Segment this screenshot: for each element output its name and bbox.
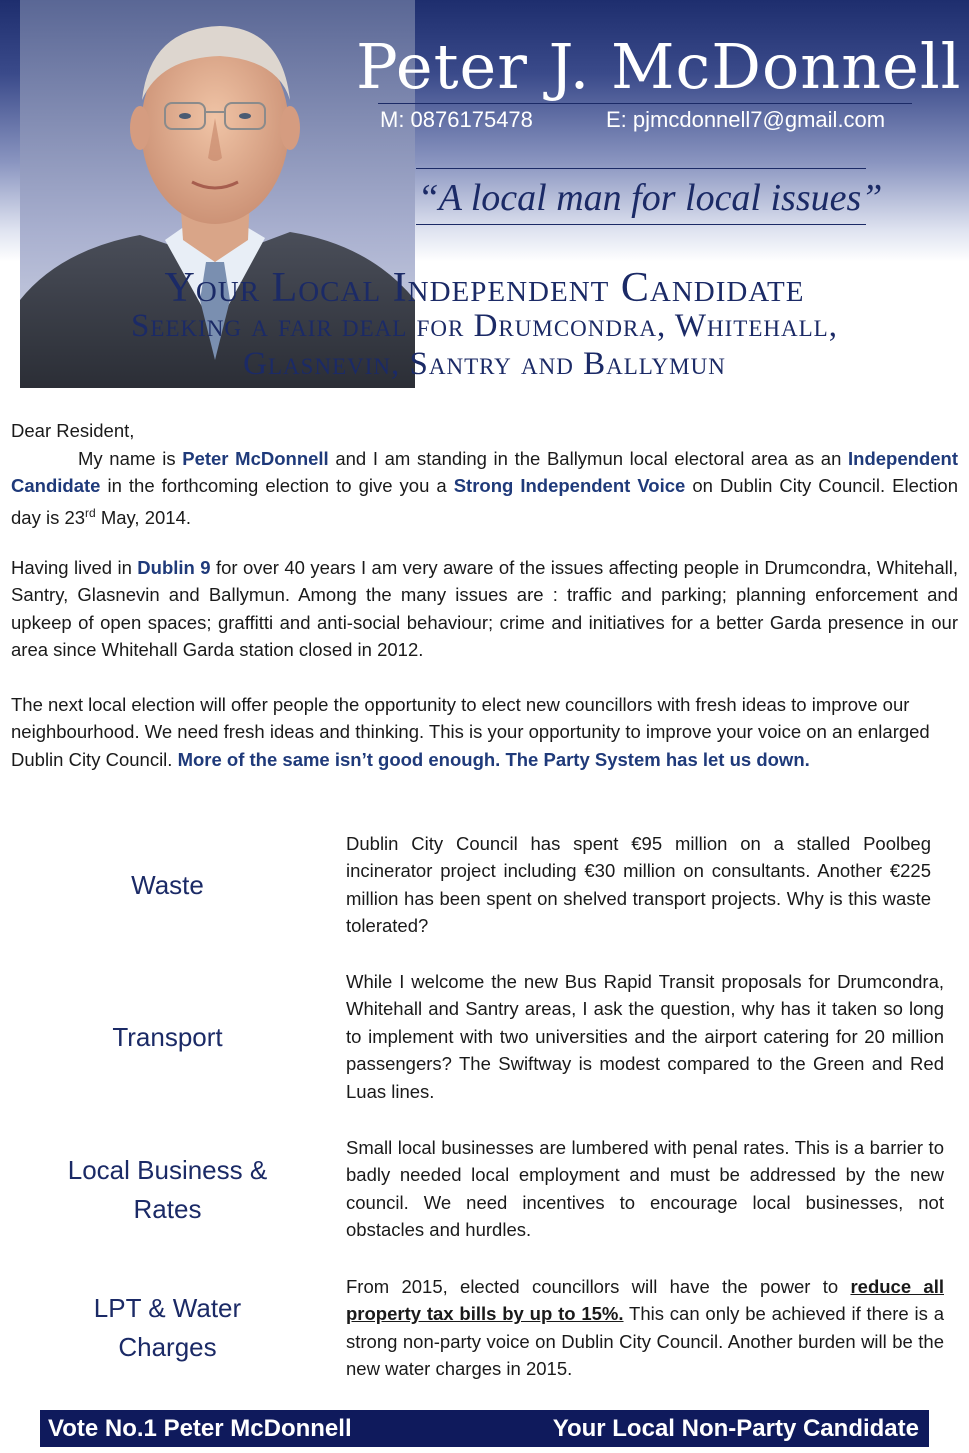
p2-text-2: for over 40 years I am very aware of the issues affecting people in Drumcondra, Whitehall, Santry, Glasnevin and Ballymun. Among the many issues are : traffic and parking; planning enforcement and upkeep of open spaces; graffitti and anti-social behaviour; crime and initiatives for a better Garda presence in our area since Whitehall Garda station closed in 2012.: [11, 557, 958, 661]
p1-text-5: May, 2014.: [95, 506, 192, 528]
slogan-rule-bottom: [416, 224, 866, 225]
hero-title: Your Local Independent Candidate: [164, 265, 805, 311]
hero-subtitle-line1: Seeking a fair deal for Drumcondra, Whitehall,: [131, 308, 838, 344]
name-underline: [378, 103, 912, 104]
p1-bold-name: Peter McDonnell: [182, 448, 329, 469]
letter-paragraph-2: [11, 554, 958, 664]
p3-text-1: The next local election will offer people the opportunity to elect new councillors with fresh ideas to improve our neighbourhood. We need fresh ideas and thinking. This is your opportunity to improve your voice on an enlarged Dublin City Council.: [11, 694, 930, 770]
letter-paragraph-3: [11, 691, 958, 773]
issue-label-lpt-line1: LPT & Water: [93, 1293, 242, 1323]
lpt-text-2: This can only be achieved if there is a strong non-party voice on Dublin City Council. Another burden will be the new water charges in 2015.: [346, 1303, 944, 1380]
issue-label-transport: Transport: [112, 1022, 223, 1052]
issue-text-waste: Dublin City Council has spent €95 million on a stalled Poolbeg incinerator project including €30 million on consultants. Another €225 million has been spent on shelved transport projects. Why is this waste tolerated?: [346, 833, 931, 937]
footer-banner: [40, 1410, 929, 1447]
issue-label-business-line2: Rates: [133, 1194, 202, 1224]
footer-tagline: Your Local Non-Party Candidate: [552, 1415, 919, 1442]
candidate-name: Peter J. McDonnell: [356, 30, 962, 103]
issue-text-lpt: [346, 1273, 944, 1383]
slogan: “A local man for local issues”: [417, 177, 883, 219]
p3-bold-party: More of the same isn’t good enough. The Party System has let us down.: [177, 748, 810, 770]
letter-paragraph-1: [11, 445, 958, 531]
p2-text-1: Having lived in: [11, 557, 138, 578]
issue-label-waste: Waste: [131, 870, 204, 900]
issue-text-transport: While I welcome the new Bus Rapid Transit proposals for Drumcondra, Whitehall and Santry areas, I ask the question, why has it taken so long to implement with two universities and the airport catering for 20 million passengers? The Swiftway is modest compared to the Green and Red Luas lines.: [346, 971, 944, 1102]
email-address: E: pjmcdonnell7@gmail.com: [606, 107, 886, 132]
hero-subtitle-line2: Glasnevin, Santry and Ballymun: [243, 346, 726, 382]
lpt-underlined: reduce all property tax bills by up to 15%.: [346, 1276, 944, 1325]
footer-vote: Vote No.1 Peter McDonnell: [48, 1415, 352, 1442]
p1-bold-voice: Strong Independent Voice: [453, 475, 686, 497]
p1-superscript: rd: [85, 505, 96, 520]
p1-text-1: My name is: [78, 448, 183, 469]
issue-label-lpt-line2: Charges: [118, 1332, 217, 1362]
p1-text-3: in the forthcoming election to give you a: [100, 475, 454, 497]
slogan-rule-top: [416, 168, 866, 169]
phone-number: M: 0876175478: [380, 107, 533, 132]
p2-bold-dublin9: Dublin 9: [137, 557, 211, 578]
p1-bold-independent: Independent Candidate: [11, 448, 958, 497]
issue-label-business-line1: Local Business &: [67, 1155, 268, 1185]
letter-greeting: Dear Resident,: [11, 420, 135, 441]
issue-text-business: Small local businesses are lumbered with penal rates. This is a barrier to badly needed local employment and must be addressed by the new council. We need incentives to encourage local businesses, not obstacles and hurdles.: [346, 1137, 944, 1241]
lpt-text-1: From 2015, elected councillors will have the power to: [346, 1276, 851, 1297]
p1-text-4: on Dublin City Council. Election day is 23: [11, 475, 958, 528]
p1-text-2: and I am standing in the Ballymun local electoral area as an: [328, 448, 849, 469]
